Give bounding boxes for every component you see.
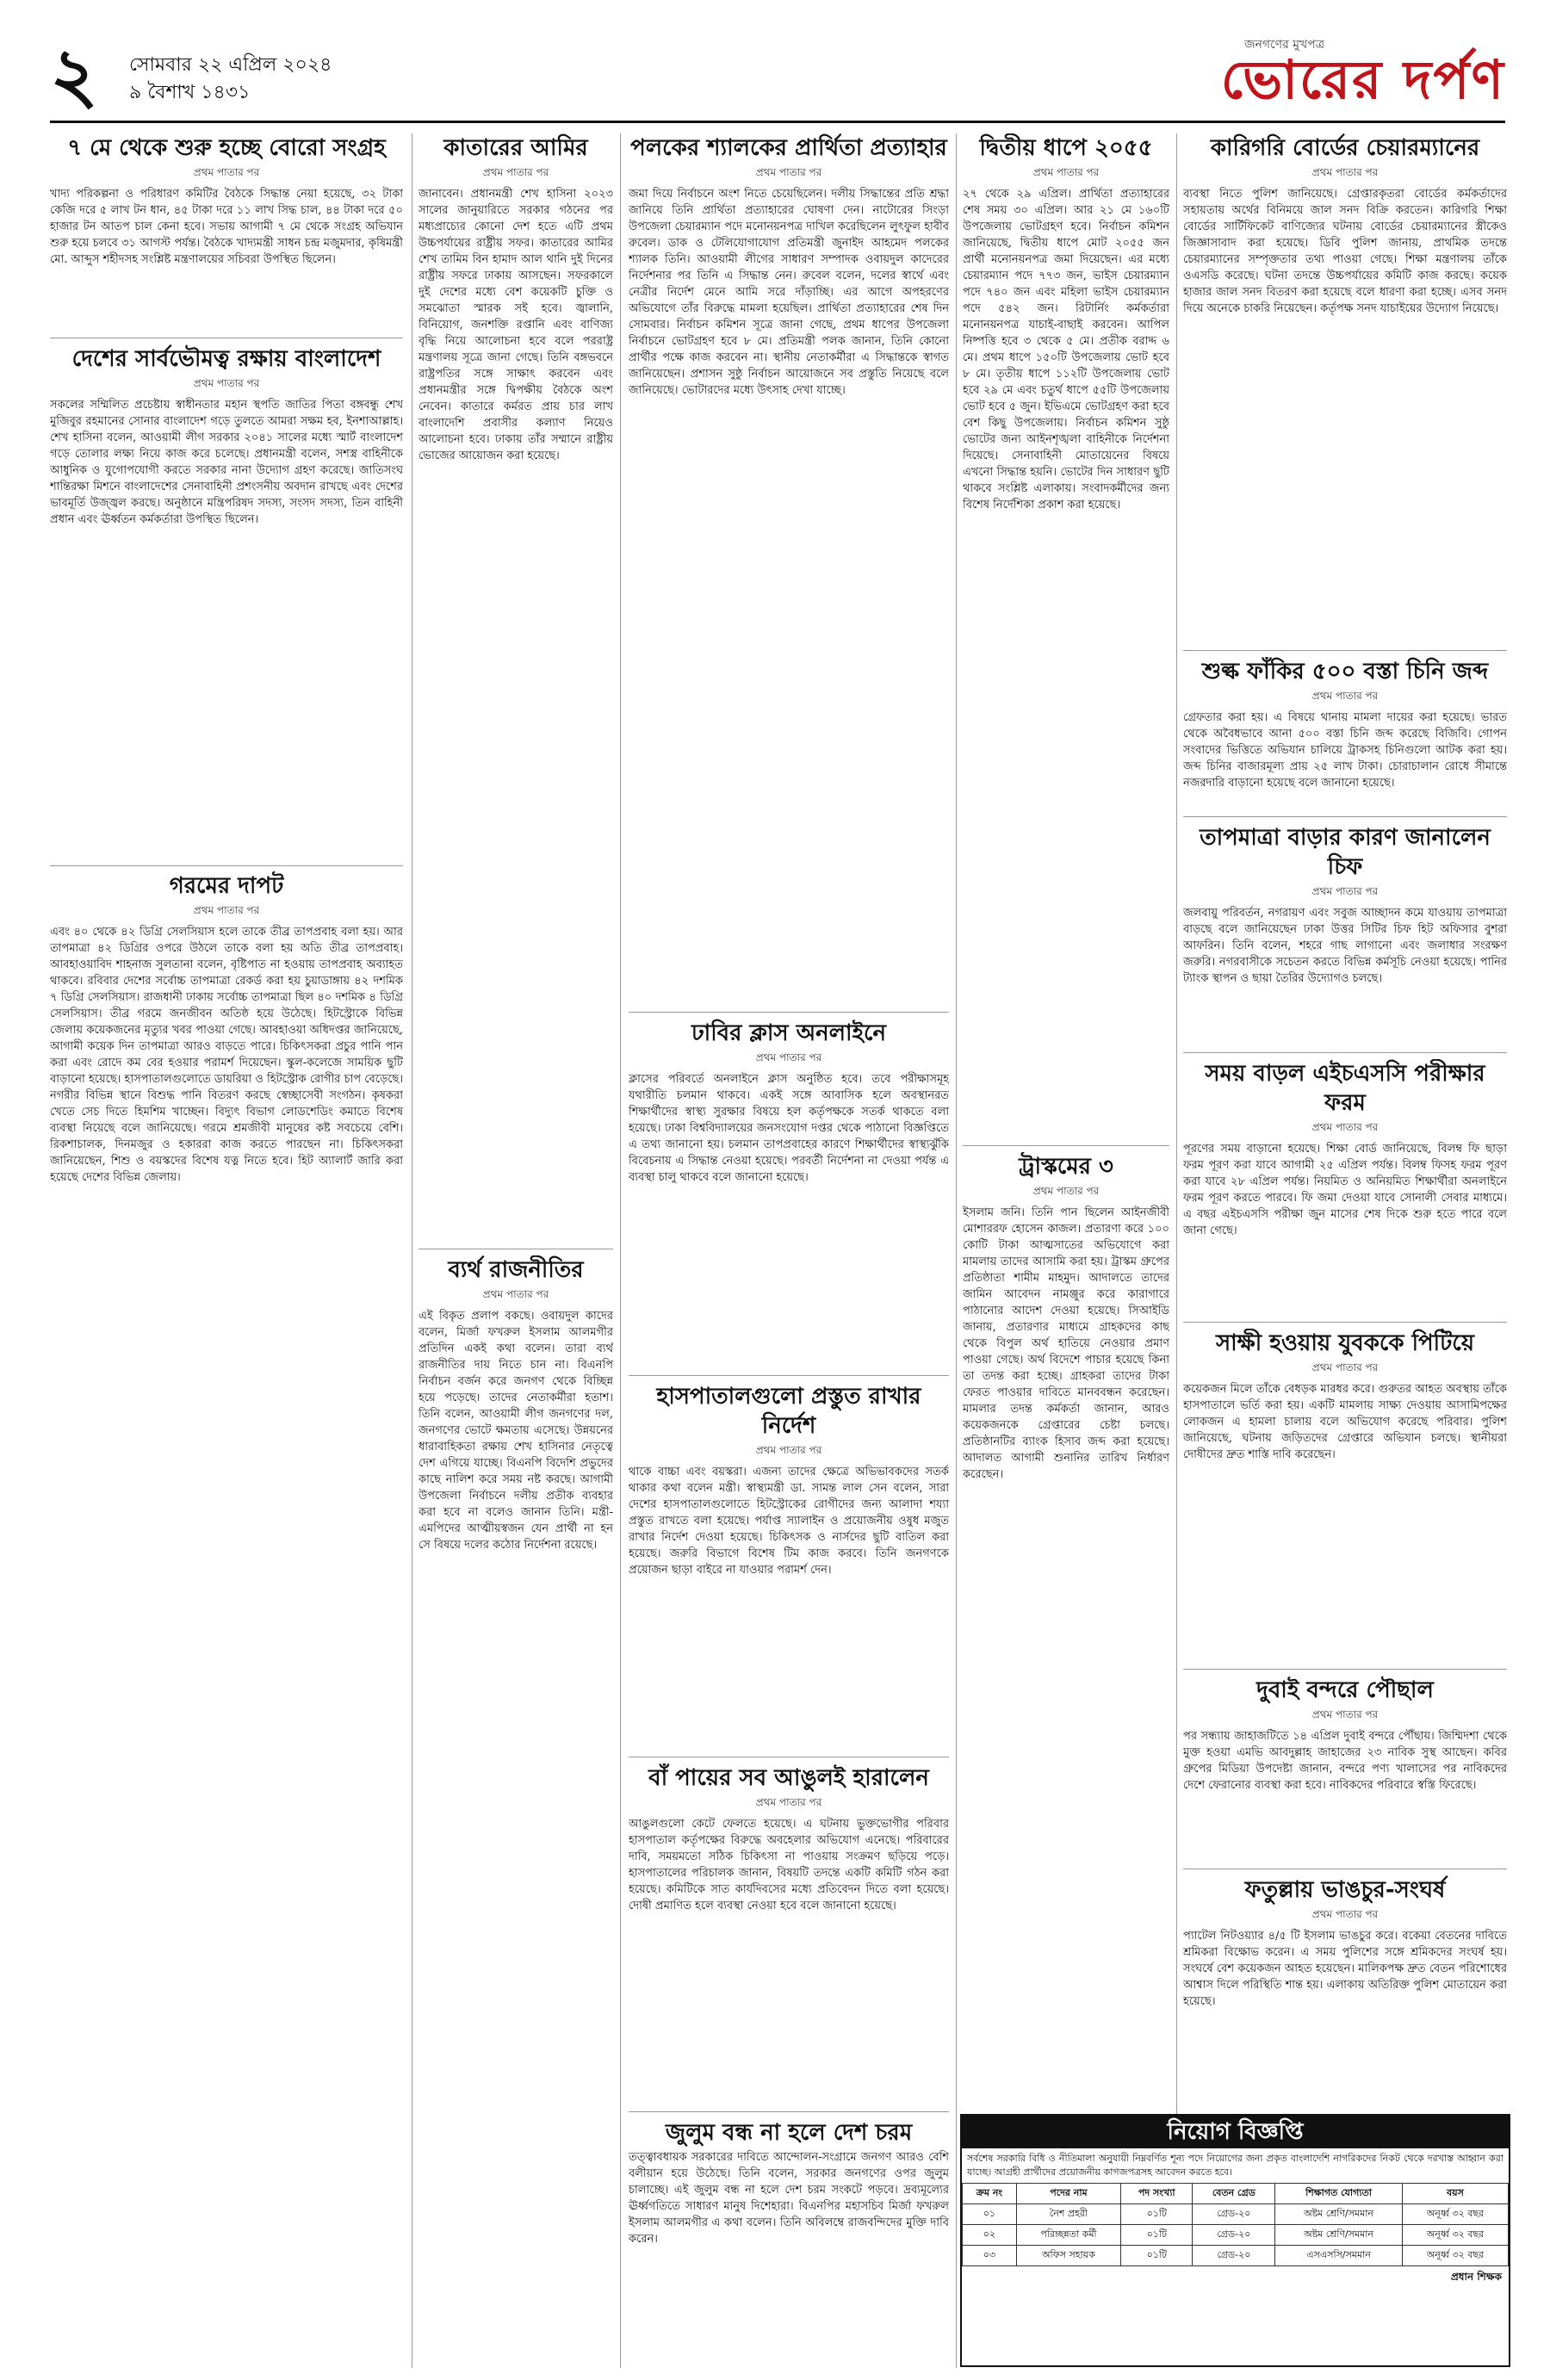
table-cell: অনূর্ধ্ব ৩২ বছর — [1402, 2204, 1508, 2225]
continued-label: প্রথম পাতার পর — [193, 166, 260, 178]
date-box — [129, 52, 332, 107]
continued-label: প্রথম পাতার পর — [1311, 1121, 1379, 1133]
article-body: তত্ত্বাবধায়ক সরকারের দাবিতে আন্দোলন-সংগ্রামে জনগণ আরও বেশি বলীয়ান হয়ে উঠেছে। তিনি বলেন, সরকার জনগণের ওপর জুলুম চালাচ্ছে। এই জুলুম বন্ধ না হলে দেশ চরম সংকটে পড়বে। দ্রব্যমূল্যের ঊর্ধ্বগতিতে সাধারণ মানুষ দিশেহারা। বিএনপির মহাসচিব মির্জা ফখরুল ইসলাম আলমগীর এ কথা বলেন। তিনি অবিলম্বে রাজবন্দিদের মুক্তি দাবি করেন। — [629, 2151, 949, 2246]
article — [1183, 133, 1507, 646]
article — [50, 133, 403, 349]
table-cell: অফিস সহায়ক — [1016, 2246, 1120, 2266]
article-headline: ৭ মে থেকে শুরু হচ্ছে বোরো সংগ্রহ — [67, 135, 386, 161]
article-body: জানাবেন। প্রধানমন্ত্রী শেখ হাসিনা ২০২৩ সালের জানুয়ারিতে সরকার গঠনের পর মধ্যপ্রাচ্যের কোনো দেশ হতে এটি প্রথম উচ্চপর্যায়ের রাষ্ট্রীয় সফর। কাতারের আমির শেখ তামিম বিন হামাদ আল থানি দুই দিনের রাষ্ট্রীয় সফরে ঢাকায় আসছেন। সফরকালে দুই দেশের মধ্যে বেশ কয়েকটি চুক্তি ও সমঝোতা স্মারক সই হবে। জ্বালানি, বিনিয়োগ, জনশক্তি রপ্তানি এবং বাণিজ্য বৃদ্ধি নিয়ে আলোচনা হবে বলে পররাষ্ট্র মন্ত্রণালয় সূত্রে জানা গেছে। তিনি বঙ্গভবনে রাষ্ট্রপতির সঙ্গে সাক্ষাৎ করবেন এবং প্রধানমন্ত্রীর সঙ্গে দ্বিপক্ষীয় বৈঠকে অংশ নেবেন। কাতারে কর্মরত প্রায় চার লাখ বাংলাদেশি প্রবাসীর কল্যাণ নিয়েও আলোচনা হবে। ঢাকায় তাঁর সম্মানে রাষ্ট্রীয় ভোজের আয়োজন করা হয়েছে। — [418, 188, 613, 462]
article-divider — [963, 1145, 1169, 1146]
table-header: বেতন গ্রেড — [1193, 2184, 1275, 2204]
article — [629, 2118, 949, 2368]
table-cell: ০১টি — [1121, 2225, 1193, 2246]
table-header: পদ সংখ্যা — [1121, 2184, 1193, 2204]
continued-label: প্রথম পাতার পর — [755, 1051, 822, 1063]
table-header: শিক্ষাগত যোগ্যতা — [1275, 2184, 1403, 2204]
continued-label: প্রথম পাতার পর — [482, 1288, 549, 1300]
article-body: ক্লাসের পরিবর্তে অনলাইনে ক্লাস অনুষ্ঠিত হবে। তবে পরীক্ষাসমূহ যথারীতি চলমান থাকবে। একই সঙ্গে আবাসিক হলে অবস্থানরত শিক্ষার্থীদের স্বাস্থ্য সুরক্ষার বিষয়ে হল কর্তৃপক্ষকে সতর্ক থাকতে বলা হয়েছে। ঢাকা বিশ্ববিদ্যালয়ের জনসংযোগ দপ্তর থেকে পাঠানো বিজ্ঞপ্তিতে এ তথ্য জানানো হয়। চলমান তাপপ্রবাহের কারণে শিক্ষার্থীদের স্বাস্থ্যঝুঁকি বিবেচনায় এ সিদ্ধান্ত নেওয়া হয়েছে। পরবর্তী নির্দেশনা না দেওয়া পর্যন্ত এ ব্যবস্থা চালু থাকবে বলে জানানো হয়েছে। — [629, 1073, 949, 1184]
table-cell: অষ্টম শ্রেণি/সমমান — [1275, 2225, 1403, 2246]
article — [629, 1763, 949, 2108]
table-cell: ০৩ — [963, 2246, 1017, 2266]
article-headline: ব্যর্থ রাজনীতির — [448, 1257, 584, 1283]
table-header: পদের নাম — [1016, 2184, 1120, 2204]
table-cell: অনূর্ধ্ব ৩২ বছর — [1402, 2225, 1508, 2246]
article-body: গ্রেফতার করা হয়। এ বিষয়ে থানায় মামলা দায়ের করা হয়েছে। ভারত থেকে অবৈধভাবে আনা ৫০০ বস্তা চিনি জব্দ করেছে বিজিবি। গোপন সংবাদের ভিত্তিতে অভিযান চালিয়ে ট্রাকসহ চিনিগুলো আটক করা হয়। জব্দ চিনির বাজারমূল্য প্রায় ২৫ লাখ টাকা। চোরাচালান রোধে সীমান্তে নজরদারি বাড়ানো হয়েছে বলে জানানো হয়েছে। — [1183, 711, 1507, 790]
date-line-bangla: ৯ বৈশাখ ১৪৩১ — [129, 82, 251, 103]
article-headline: জুলুম বন্ধ না হলে দেশ চরম — [665, 2120, 913, 2146]
article-body: থাকে বাচ্চা এবং বয়স্করা। এজন্য তাদের ক্ষেত্রে অভিভাবকদের সতর্ক থাকার কথা বলেন মন্ত্রী। স্বাস্থ্যমন্ত্রী ডা. সামন্ত লাল সেন বলেন, সারা দেশের হাসপাতালগুলোতে হিটস্ট্রোকের রোগীদের জন্য আলাদা শয্যা প্রস্তুত রাখতে বলা হয়েছে। পর্যাপ্ত স্যালাইন ও প্রয়োজনীয় ওষুধ মজুত রাখার নির্দেশ দেওয়া হয়েছে। চিকিৎসক ও নার্সদের ছুটি বাতিল করা হয়েছে। জরুরি বিভাগে বিশেষ টিম কাজ করবে। তিনি জনগণকে প্রয়োজন ছাড়া বাইরে না যাওয়ার পরামর্শ দেন। — [629, 1466, 949, 1577]
article-body: ইসলাম জনি। তিনি পান ছিলেন আইনজীবী মোশাররফ হোসেন কাজল। প্রতারণা করে ১০০ কোটি টাকা আত্মসাতের অভিযোগে করা মামলায় তাদের আসামি করা হয়। ট্রাস্কম গ্রুপের প্রতিষ্ঠাতা শামীম মাহমুদ। আদালতে তাদের জামিন আবেদন নামঞ্জুর করে কারাগারে পাঠানোর আদেশ দেওয়া হয়েছে। সিআইডি জানায়, প্রতারণার মাধ্যমে গ্রাহকদের কাছ থেকে বিপুল অর্থ হাতিয়ে নেওয়ার প্রমাণ পাওয়া গেছে। অর্থ বিদেশে পাচার হয়েছে কিনা তা তদন্ত করা হচ্ছে। গ্রাহকরা তাদের টাকা ফেরত পাওয়ার দাবিতে মানববন্ধন করেছেন। মামলার তদন্ত কর্মকর্তা জানান, আরও কয়েকজনকে গ্রেপ্তারের চেষ্টা চলছে। প্রতিষ্ঠানটির ব্যাংক হিসাব জব্দ করা হয়েছে। আদালত আগামী শুনানির তারিখ নির্ধারণ করেছেন। — [963, 1206, 1169, 1481]
table-row — [963, 2204, 1509, 2225]
table-cell: ০১টি — [1121, 2204, 1193, 2225]
article — [50, 344, 403, 861]
continued-label: প্রথম পাতার পর — [1032, 1185, 1100, 1197]
article-divider — [1183, 1052, 1507, 1053]
article-body: জলবায়ু পরিবর্তন, নগরায়ণ এবং সবুজ আচ্ছাদন কমে যাওয়ায় তাপমাত্রা বাড়ছে বলে জানিয়েছেন ঢাকা উত্তর সিটির চিফ হিট অফিসার বুশরা আফরিন। তিনি বলেন, শহরে গাছ লাগানো এবং জলাধার সংরক্ষণ জরুরি। নগরবাসীকে সচেতন করতে বিভিন্ন কর্মসূচি নেওয়া হয়েছে। পানির ট্যাংক স্থাপন ও ছায়া তৈরির উদ্যোগও চলছে। — [1183, 907, 1507, 985]
article-headline: ফতুল্লায় ভাঙচুর-সংঘর্ষ — [1244, 1877, 1446, 1903]
article-headline: দেশের সার্বভৌমত্ব রক্ষায় বাংলাদেশ — [71, 346, 381, 372]
table-row — [963, 2225, 1509, 2246]
continued-label: প্রথম পাতার পর — [755, 166, 822, 178]
article-headline: তাপমাত্রা বাড়ার কারণ জানালেন চিফ — [1200, 825, 1491, 880]
article-divider — [1183, 1669, 1507, 1670]
vacancy-table — [962, 2183, 1509, 2266]
table-cell: অনূর্ধ্ব ৩২ বছর — [1402, 2246, 1508, 2266]
column-rule — [956, 133, 957, 2368]
recruitment-advertisement — [960, 2114, 1510, 2367]
continued-label: প্রথম পাতার পর — [482, 166, 549, 178]
continued-label: প্রথম পাতার পর — [755, 1796, 822, 1808]
article-headline: দ্বিতীয় ধাপে ২০৫৫ — [979, 135, 1153, 161]
article-body: কয়েকজন মিলে তাঁকে বেধড়ক মারধর করে। গুরুতর আহত অবস্থায় তাঁকে হাসপাতালে ভর্তি করা হয়। একটি মামলায় সাক্ষ্য দেওয়ায় আসামিপক্ষের লোকজন এ হামলা চালায় বলে অভিযোগ করেছে পরিবার। পুলিশ জানিয়েছে, ঘটনায় জড়িতদের গ্রেপ্তারে অভিযান চলছে। স্থানীয়রা দোষীদের দ্রুত শাস্তি দাবি করেছেন। — [1183, 1383, 1507, 1461]
article-divider — [1183, 650, 1507, 651]
article-body: পর সন্ধ্যায় জাহাজটিতে ১৪ এপ্রিল দুবাই বন্দরে পৌঁছায়। জিম্মিদশা থেকে মুক্ত হওয়া এমভি আবদুল্লাহ জাহাজের ২৩ নাবিক সুস্থ আছেন। কবির গ্রুপের মিডিয়া উপদেষ্টা জানান, বন্দরে পণ্য খালাসের পর নাবিকদের দেশে ফেরানোর ব্যবস্থা করা হবে। নাবিকদের পরিবারে স্বস্তি ফিরেছে। — [1183, 1730, 1507, 1792]
continued-label: প্রথম পাতার পর — [1311, 1361, 1379, 1373]
ad-body: সর্বশেষ সরকারি বিধি ও নীতিমালা অনুযায়ী নিম্নবর্ণিত শূন্য পদে নিয়োগের জন্য প্রকৃত বাংলাদেশি নাগরিকদের নিকট থেকে দরখাস্ত আহ্বান করা যাচ্ছে। আগ্রহী প্রার্থীদের প্রয়োজনীয় কাগজপত্রসহ আবেদন করতে হবে। — [967, 2153, 1504, 2178]
article-headline: সাক্ষী হওয়ায় যুবককে পিটিয়ে — [1215, 1330, 1475, 1356]
continued-label: প্রথম পাতার পর — [193, 377, 260, 389]
page-number: ২ — [50, 32, 98, 119]
table-row — [963, 2246, 1509, 2266]
article-divider — [1183, 1322, 1507, 1323]
table-cell: ০১টি — [1121, 2246, 1193, 2266]
table-cell: ০১ — [963, 2204, 1017, 2225]
table-cell: এসএসসি/সমমান — [1275, 2246, 1403, 2266]
continued-label: প্রথম পাতার পর — [193, 904, 260, 916]
article-body: ব্যবস্থা নিতে পুলিশ জানিয়েছে। গ্রেপ্তারকৃতরা বোর্ডের কর্মকর্তাদের সহায়তায় অর্থের বিনিময়ে জাল সনদ বিক্রি করতেন। কারিগরি শিক্ষা বোর্ডের সার্টিফিকেট বাণিজ্যের ঘটনায় বোর্ডের চেয়ারম্যানের স্ত্রীকেও জিজ্ঞাসাবাদ করা হয়েছে। ডিবি পুলিশ জানায়, প্রাথমিক তদন্তে চেয়ারম্যানের সম্পৃক্ততার তথ্য পাওয়া গেছে। শিক্ষা মন্ত্রণালয় তাঁকে ওএসডি করেছে। ঘটনা তদন্তে উচ্চপর্যায়ের কমিটি কাজ করছে। কয়েক হাজার জাল সনদ বিতরণ করা হয়েছে বলে ধারণা করা হচ্ছে। এসব সনদ দিয়ে অনেকে চাকরি নিয়েছেন। কর্তৃপক্ষ সনদ যাচাইয়ের উদ্যোগ নিয়েছে। — [1183, 188, 1507, 315]
article — [1183, 1329, 1507, 1664]
article-divider — [629, 1012, 949, 1013]
table-cell: গ্রেড-২০ — [1193, 2246, 1275, 2266]
article-headline: ট্রাস্কমের ৩ — [1019, 1154, 1113, 1180]
newspaper-logo: ভোরের দর্পণ — [1220, 48, 1505, 111]
article-body: আঙুলগুলো কেটে ফেলতে হয়েছে। এ ঘটনায় ভুক্তভোগীর পরিবার হাসপাতাল কর্তৃপক্ষের বিরুদ্ধে অবহেলার অভিযোগ এনেছে। পরিবারের দাবি, সময়মতো সঠিক চিকিৎসা না পাওয়ায় সংক্রমণ ছড়িয়ে পড়ে। হাসপাতালের পরিচালক জানান, বিষয়টি তদন্তে একটি কমিটি গঠন করা হয়েছে। কমিটিকে সাত কার্যদিবসের মধ্যে প্রতিবেদন দিতে বলা হয়েছে। দোষী প্রমাণিত হলে ব্যবস্থা নেওয়া হবে বলে জানানো হয়েছে। — [629, 1818, 949, 1912]
article — [1183, 657, 1507, 812]
continued-label: প্রথম পাতার পর — [1311, 885, 1379, 897]
article-headline: শুল্ক ফাঁকির ৫০০ বস্তা চিনি জব্দ — [1201, 659, 1489, 685]
table-header: বয়স — [1402, 2184, 1508, 2204]
article — [1183, 823, 1507, 1047]
article-body: পূরণের সময় বাড়ানো হয়েছে। শিক্ষা বোর্ড জানিয়েছে, বিলম্ব ফি ছাড়া ফরম পূরণ করা যাবে আগামী ২৫ এপ্রিল পর্যন্ত। বিলম্ব ফিসহ ফরম পূরণ করা যাবে ২৮ এপ্রিল পর্যন্ত। নিয়মিত ও অনিয়মিত শিক্ষার্থীরা অনলাইনে ফরম পূরণ করতে পারবে। ফি জমা দেওয়া যাবে সোনালী সেবার মাধ্যমে। এ বছর এইচএসসি পরীক্ষা জুন মাসের শেষ দিকে শুরু হতে পারে বলে জানা গেছে। — [1183, 1143, 1507, 1237]
continued-label: প্রথম পাতার পর — [1311, 166, 1379, 178]
article-headline: দুবাই বন্দরে পৌছাল — [1256, 1677, 1434, 1703]
article-body: খাদ্য পরিকল্পনা ও পরিধারণ কমিটির বৈঠকে সিদ্ধান্ত নেয়া হয়েছে, ৩২ টাকা কেজি দরে ৫ লাখ টন ধান, ৪৫ টাকা দরে ১১ লাখ সিদ্ধ চাল, ৪৪ টাকা দরে ৫০ হাজার টন আতপ চাল কেনা হবে। সভায় আগামী ৭ মে থেকে সংগ্রহ অভিযান শুরু হয়ে চলবে ৩১ আগস্ট পর্যন্ত। বৈঠকে খাদ্যমন্ত্রী সাধন চন্দ্র মজুমদার, কৃষিমন্ত্রী মো. আব্দুস শহীদসহ সংশ্লিষ্ট মন্ত্রণালয়ের সচিবরা উপস্থিত ছিলেন। — [50, 188, 403, 266]
article-headline: কারিগরি বোর্ডের চেয়ারম্যানের — [1210, 135, 1480, 161]
article — [963, 1152, 1169, 2108]
article-headline: গরমের দাপট — [169, 873, 284, 899]
continued-label: প্রথম পাতার পর — [1311, 1908, 1379, 1920]
table-header-row — [963, 2184, 1509, 2204]
ad-title: নিয়োগ বিজ্ঞপ্তি — [962, 2116, 1509, 2148]
table-cell: গ্রেড-২০ — [1193, 2204, 1275, 2225]
table-cell: নৈশ প্রহরী — [1016, 2204, 1120, 2225]
ad-signature: প্রধান শিক্ষক — [1450, 2271, 1502, 2283]
article — [629, 1382, 949, 1752]
article-divider — [629, 2111, 949, 2112]
masthead — [50, 34, 1505, 123]
table-cell: ০২ — [963, 2225, 1017, 2246]
table-cell: অষ্টম শ্রেণি/সমমান — [1275, 2204, 1403, 2225]
table-cell: গ্রেড-২০ — [1193, 2225, 1275, 2246]
article-body: এই বিকৃত প্রলাপ বকছে। ওবায়দুল কাদের বলেন, মির্জা ফখরুল ইসলাম আলমগীর প্রতিদিন একই কথা বলেন। তারা ব্যর্থ রাজনীতির দায় নিতে চান না। বিএনপি নির্বাচন বর্জন করে জনগণ থেকে বিচ্ছিন্ন হয়ে পড়েছে। তাদের নেতাকর্মীরা হতাশ। তিনি বলেন, আওয়ামী লীগ জনগণের দল, জনগণের ভোটে ক্ষমতায় এসেছে। উন্নয়নের ধারাবাহিকতা রক্ষায় শেখ হাসিনার নেতৃত্বে দেশ এগিয়ে যাচ্ছে। বিএনপি বিদেশি প্রভুদের কাছে নালিশ করে সময় নষ্ট করছে। আগামী উপজেলা নির্বাচনে দলীয় প্রতীক ব্যবহার করা হবে না বলেও জানান তিনি। মন্ত্রী-এমপিদের আত্মীয়স্বজন যেন প্রার্থী না হন সে বিষয়ে দলের কঠোর নির্দেশনা রয়েছে। — [418, 1310, 613, 1552]
article-divider — [629, 1375, 949, 1376]
table-header: ক্রম নং — [963, 2184, 1017, 2204]
continued-label: প্রথম পাতার পর — [755, 1444, 822, 1456]
article-headline: সময় বাড়ল এইচএসসি পরীক্ষার ফরম — [1205, 1061, 1485, 1116]
article-divider — [50, 865, 403, 866]
date-line-english: সোমবার ২২ এপ্রিল ২০২৪ — [129, 54, 332, 76]
column-rule — [1176, 133, 1177, 2114]
article-headline: হাসপাতালগুলো প্রস্তুত রাখার নির্দেশ — [656, 1384, 921, 1439]
article-body: প্যাটেল নিটওয়্যার ৪/৫ টি ইসলাম ভাঙচুর করে। বকেয়া বেতনের দাবিতে শ্রমিকরা বিক্ষোভ করেন। এ সময় পুলিশের সঙ্গে শ্রমিকদের সংঘর্ষ হয়। সংঘর্ষে বেশ কয়েকজন আহত হয়েছেন। মালিকপক্ষ দ্রুত বেতন পরিশোধের আশ্বাস দিলে পরিস্থিতি শান্ত হয়। এলাকায় অতিরিক্ত পুলিশ মোতায়েন করা হয়েছে। — [1183, 1930, 1507, 2008]
continued-label: প্রথম পাতার পর — [1311, 690, 1379, 702]
article-headline: বাঁ পায়ের সব আঙুলই হারালেন — [648, 1765, 929, 1791]
article — [1183, 1059, 1507, 1317]
logo-tagline: জনগণের মুখপত্র — [1243, 38, 1324, 52]
article-headline: পলকের শ্যালকের প্রার্থিতা প্রত্যাহার — [630, 135, 947, 161]
article-divider — [1183, 816, 1507, 817]
continued-label: প্রথম পাতার পর — [1032, 166, 1100, 178]
article-headline: কাতারের আমির — [443, 135, 588, 161]
article — [1183, 1875, 1507, 2108]
article — [629, 133, 949, 1007]
table-cell: পরিচ্ছন্নতা কর্মী — [1016, 2225, 1120, 2246]
article — [1183, 1676, 1507, 1865]
column-rule — [620, 133, 621, 2368]
continued-label: প্রথম পাতার পর — [1311, 1708, 1379, 1720]
article-body: সকলের সম্মিলিত প্রচেষ্টায় স্বাধীনতার মহান স্থপতি জাতির পিতা বঙ্গবন্ধু শেখ মুজিবুর রহমানের সোনার বাংলাদেশ গড়ে তুলতে আমরা সক্ষম হব, ইনশাআল্লাহ। শেখ হাসিনা বলেন, আওয়ামী লীগ সরকার ২০৪১ সালের মধ্যে স্মার্ট বাংলাদেশ গড়ে তোলার লক্ষ্য নিয়ে কাজ করে চলেছে। প্রধানমন্ত্রী বলেন, সশস্ত্র বাহিনীকে আধুনিক ও যুগোপযোগী করতে সরকার নানা উদ্যোগ গ্রহণ করেছে। জাতিসংঘ শান্তিরক্ষা মিশনে বাংলাদেশের সেনাবাহিনী প্রশংসনীয় অবদান রাখছে এবং দেশের ভাবমূর্তি উজ্জ্বল করছে। অনুষ্ঠানে মন্ত্রিপরিষদ সদস্য, সংসদ সদস্য, তিন বাহিনী প্রধান এবং ঊর্ধ্বতন কর্মকর্তারা উপস্থিত ছিলেন। — [50, 399, 403, 526]
article-body: ২৭ থেকে ২৯ এপ্রিল। প্রার্থিতা প্রত্যাহারের শেষ সময় ৩০ এপ্রিল। আর ২১ মে ১৬০টি উপজেলায় ভোটগ্রহণ হবে। নির্বাচন কমিশন জানিয়েছে, দ্বিতীয় ধাপে মোট ২০৫৫ জন প্রার্থী মনোনয়নপত্র জমা দিয়েছেন। এর মধ্যে চেয়ারম্যান পদে ৭৭৩ জন, ভাইস চেয়ারম্যান পদে ৭৪০ জন এবং মহিলা ভাইস চেয়ারম্যান পদে ৫৪২ জন। রিটার্নিং কর্মকর্তারা মনোনয়নপত্র যাচাই-বাছাই করবেন। আপিল নিষ্পত্তি হবে ৩ থেকে ৫ মে। প্রতীক বরাদ্দ ৬ মে। প্রথম ধাপে ১৫০টি উপজেলায় ভোট হবে ৮ মে। তৃতীয় ধাপে ১১২টি উপজেলায় ভোট হবে ২৯ মে এবং চতুর্থ ধাপে ৫৫টি উপজেলায় ভোট হবে ৫ জুন। ইভিএমে ভোটগ্রহণ করা হবে বেশ কিছু উপজেলায়। নির্বাচন কমিশন সুষ্ঠু ভোটের জন্য আইনশৃঙ্খলা বাহিনীকে নির্দেশনা দিয়েছে। সেনাবাহিনী মোতায়েনের বিষয়ে এখনো সিদ্ধান্ত হয়নি। ভোটের দিন সাধারণ ছুটি থাকবে সংশ্লিষ্ট এলাকায়। সংবাদকর্মীদের জন্য বিশেষ নির্দেশিকা প্রকাশ করা হয়েছে। — [963, 188, 1169, 511]
article-body: জমা দিয়ে নির্বাচনে অংশ নিতে চেয়েছিলেন। দলীয় সিদ্ধান্তের প্রতি শ্রদ্ধা জানিয়ে তিনি প্রার্থিতা প্রত্যাহারের ঘোষণা দেন। নাটোরের সিংড়া উপজেলা চেয়ারম্যান পদে মনোনয়নপত্র দাখিল করেছিলেন লুৎফুল হাবীব রুবেল। ডাক ও টেলিযোগাযোগ প্রতিমন্ত্রী জুনাইদ আহমেদ পলকের শ্যালক তিনি। আওয়ামী লীগের সাধারণ সম্পাদক ওবায়দুল কাদেরের নির্দেশনার পর তিনি এ সিদ্ধান্ত নেন। রুবেল বলেন, দলের স্বার্থে এবং নেত্রীর নির্দেশ মেনে আমি সরে দাঁড়াচ্ছি। এর আগে অপহরণের অভিযোগে তাঁর বিরুদ্ধে মামলা হয়েছিল। প্রার্থিতা প্রত্যাহারের শেষ দিন সোমবার। নির্বাচন কমিশন সূত্রে জানা গেছে, প্রথম ধাপের উপজেলা নির্বাচনে ভোটগ্রহণ হবে ৮ মে। প্রতিমন্ত্রী পলক জানান, তিনি কোনো প্রার্থীর পক্ষে কাজ করবেন না। স্থানীয় নেতাকর্মীরা এ সিদ্ধান্তকে স্বাগত জানিয়েছেন। প্রশাসন সুষ্ঠু নির্বাচন আয়োজনে সব প্রস্তুতি নিয়েছে বলে জানিয়েছে। ভোটারদের মধ্যে উৎসাহ দেখা যাচ্ছে। — [629, 188, 949, 397]
article — [418, 133, 613, 1244]
article-body: এবং ৪০ থেকে ৪২ ডিগ্রি সেলসিয়াস হলে তাকে তীব্র তাপপ্রবাহ বলা হয়। আর তাপমাত্রা ৪২ ডিগ্রির ওপরে উঠলে তাকে বলা হয় অতি তীব্র তাপপ্রবাহ। আবহাওয়াবিদ শাহনাজ সুলতানা বলেন, বৃষ্টিপাত না হওয়ায় তাপপ্রবাহ অব্যাহত থাকবে। রবিবার দেশের সর্বোচ্চ তাপমাত্রা রেকর্ড করা হয় চুয়াডাঙ্গায় ৪২ দশমিক ৭ ডিগ্রি সেলসিয়াস। রাজধানী ঢাকায় সর্বোচ্চ তাপমাত্রা ছিল ৪০ দশমিক ৪ ডিগ্রি সেলসিয়াস। তীব্র গরমে জনজীবন অতিষ্ঠ হয়ে উঠেছে। হিটস্ট্রোকে বিভিন্ন জেলায় কয়েকজনের মৃত্যুর খবর পাওয়া গেছে। আবহাওয়া অধিদপ্তর জানিয়েছে, আগামী কয়েক দিন তাপমাত্রা আরও বাড়তে পারে। চিকিৎসকরা প্রচুর পানি পান করা এবং রোদে কম বের হওয়ার পরামর্শ দিয়েছেন। স্কুল-কলেজে সাময়িক ছুটি বাড়ানো হয়েছে। হাসপাতালগুলোতে ডায়রিয়া ও হিটস্ট্রোক রোগীর চাপ বেড়েছে। নগরীর বিভিন্ন স্থানে বিশুদ্ধ পানি বিতরণ করছে স্বেচ্ছাসেবী সংগঠন। কৃষকরা খেতে সেচ দিতে হিমশিম খাচ্ছেন। বিদ্যুৎ বিভাগ লোডশেডিং কমাতে বিশেষ ব্যবস্থা নিয়েছে বলে জানিয়েছে। গরমে শ্রমজীবী মানুষের কষ্ট সবচেয়ে বেশি। রিকশাচালক, দিনমজুর ও হকাররা কাজ করতে পারছেন না। চিকিৎসকরা জানিয়েছেন, শিশু ও বয়স্কদের বিশেষ যত্ন নিতে হবে। হিট অ্যালার্ট জারি করা হয়েছে দেশের বিভিন্ন জেলায়। — [50, 926, 403, 1184]
article — [418, 1255, 613, 2366]
article — [963, 133, 1169, 1141]
article — [629, 1019, 949, 1372]
article — [50, 871, 403, 2365]
article-headline: ঢাবির ক্লাস অনলাইনে — [691, 1020, 887, 1046]
